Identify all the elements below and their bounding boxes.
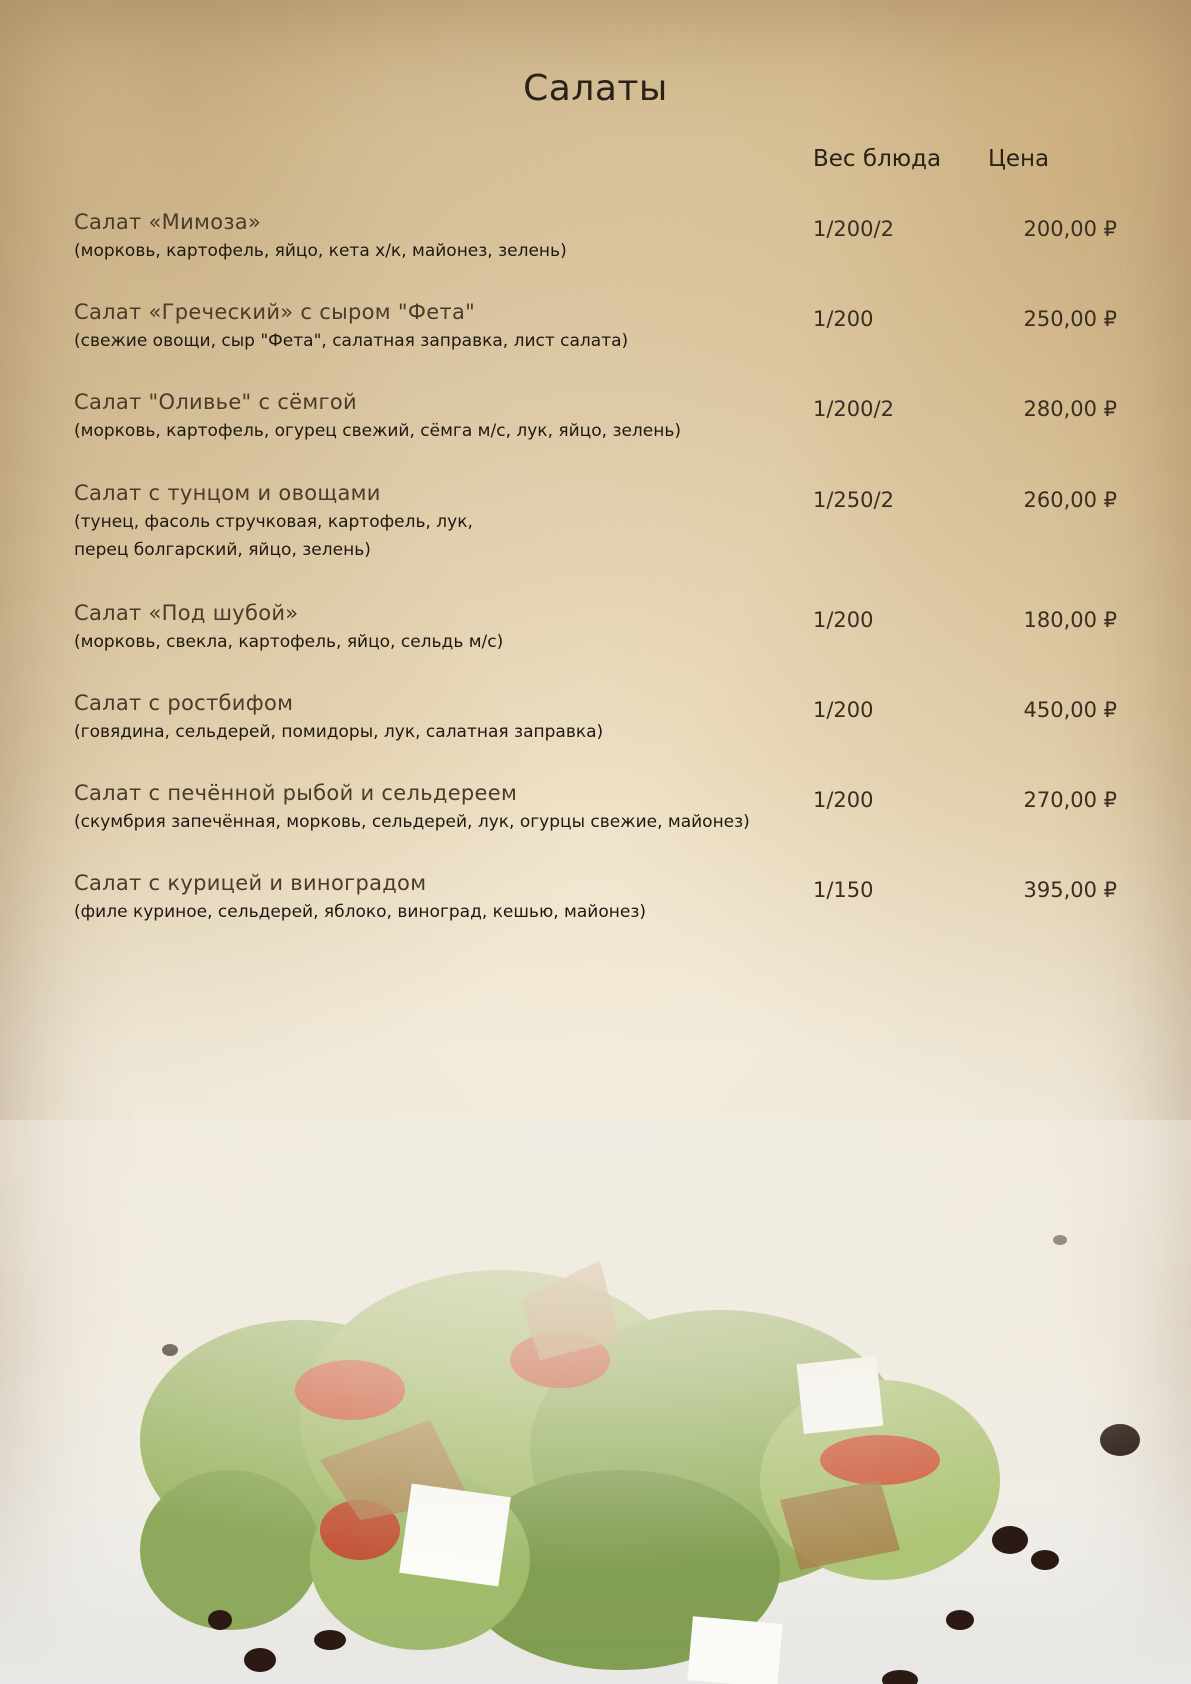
menu-item-description: (свежие овощи, сыр "Фета", салатная заправка, лист салата) bbox=[74, 331, 629, 351]
menu-item-name: Салат "Оливье" с сёмгой bbox=[74, 390, 357, 414]
menu-item-weight: 1/250/2 bbox=[813, 488, 894, 512]
menu-item-name: Салат с печённой рыбой и сельдереем bbox=[74, 781, 518, 805]
menu-item-weight: 1/200/2 bbox=[813, 217, 894, 241]
menu-item-name: Салат с курицей и виноградом bbox=[74, 871, 427, 895]
menu-item-mimosa bbox=[74, 207, 1134, 265]
menu-item-weight: 1/150 bbox=[813, 878, 874, 902]
menu-item-weight: 1/200 bbox=[813, 698, 874, 722]
menu-item-price: 260,00 ₽ bbox=[1023, 488, 1117, 512]
menu-item-price: 280,00 ₽ bbox=[1023, 397, 1117, 421]
menu-item-herring bbox=[74, 598, 1134, 656]
menu-item-description: (морковь, картофель, яйцо, кета х/к, майонез, зелень) bbox=[74, 241, 567, 261]
menu-item-weight: 1/200 bbox=[813, 608, 874, 632]
menu-item-name: Салат с ростбифом bbox=[74, 691, 294, 715]
menu-item-description: (морковь, картофель, огурец свежий, сёмга м/с, лук, яйцо, зелень) bbox=[74, 421, 682, 441]
menu-item-name: Салат с тунцом и овощами bbox=[74, 481, 381, 505]
menu-item-tuna bbox=[74, 478, 1134, 564]
menu-item-description: (тунец, фасоль стручковая, картофель, лук, перец болгарский, яйцо, зелень) bbox=[74, 512, 473, 560]
menu-item-description: (скумбрия запечённая, морковь, сельдерей, лук, огурцы свежие, майонез) bbox=[74, 812, 750, 832]
menu-item-price: 200,00 ₽ bbox=[1023, 217, 1117, 241]
menu-item-roastbeef bbox=[74, 688, 1134, 746]
menu-item-description: (морковь, свекла, картофель, яйцо, сельдь м/с) bbox=[74, 632, 504, 652]
column-header-weight: Вес блюда bbox=[813, 146, 942, 172]
salad-photo bbox=[0, 1120, 1191, 1684]
menu-item-name: Салат «Мимоза» bbox=[74, 210, 262, 234]
menu-item-price: 450,00 ₽ bbox=[1023, 698, 1117, 722]
menu-item-weight: 1/200/2 bbox=[813, 397, 894, 421]
menu-item-price: 270,00 ₽ bbox=[1023, 788, 1117, 812]
menu-item-description: (говядина, сельдерей, помидоры, лук, салатная заправка) bbox=[74, 722, 604, 742]
menu-item-olivier bbox=[74, 387, 1134, 445]
menu-item-greek bbox=[74, 297, 1134, 355]
menu-item-price: 250,00 ₽ bbox=[1023, 307, 1117, 331]
menu-item-chicken-grape bbox=[74, 868, 1134, 926]
column-header-price: Цена bbox=[988, 146, 1050, 172]
menu-item-weight: 1/200 bbox=[813, 307, 874, 331]
menu-item-baked-fish bbox=[74, 778, 1134, 836]
page-title: Салаты bbox=[523, 68, 668, 109]
menu-item-name: Салат «Греческий» с сыром "Фета" bbox=[74, 300, 476, 324]
menu-item-price: 180,00 ₽ bbox=[1023, 608, 1117, 632]
menu-item-price: 395,00 ₽ bbox=[1023, 878, 1117, 902]
menu-item-name: Салат «Под шубой» bbox=[74, 601, 299, 625]
menu-item-weight: 1/200 bbox=[813, 788, 874, 812]
menu-item-description: (филе куриное, сельдерей, яблоко, виноград, кешью, майонез) bbox=[74, 902, 646, 922]
